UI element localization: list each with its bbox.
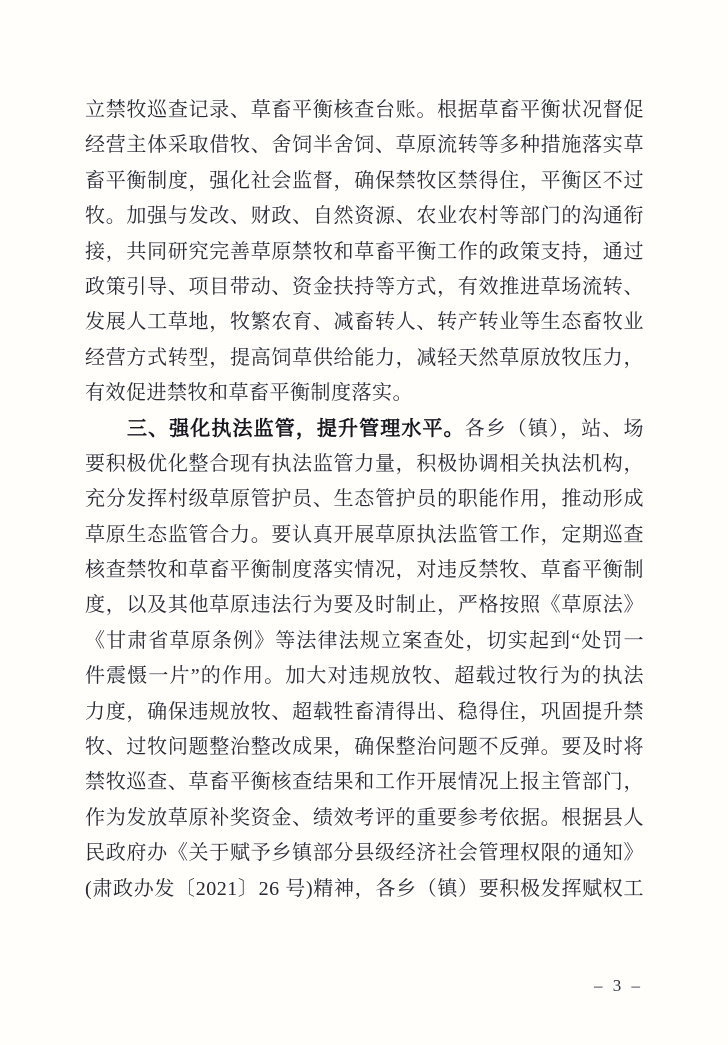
text-line: 民政府办《关于赋予乡镇部分县级经济社会管理权限的通知》 bbox=[85, 842, 644, 865]
document-body bbox=[85, 93, 644, 907]
text-line: 立禁牧巡查记录、草畜平衡核查台账。根据草畜平衡状况督促 bbox=[85, 99, 644, 121]
section-heading-line bbox=[85, 412, 644, 447]
text-line: 畜平衡制度，强化社会监督，确保禁牧区禁得住，平衡区不过 bbox=[85, 169, 644, 192]
page-number: – 3 – bbox=[594, 976, 643, 995]
text-line: (肃政办发〔2021〕26 号)精神，各乡（镇）要积极发挥赋权工 bbox=[85, 877, 644, 900]
text-line: 草原生态监管合力。要认真开展草原执法监管工作，定期巡查 bbox=[85, 523, 644, 546]
text-line: 充分发挥村级草原管护员、生态管护员的职能作用，推动形成 bbox=[85, 488, 644, 511]
section-heading-bold: 三、强化执法监管，提升管理水平。 bbox=[127, 417, 465, 440]
text-line: 牧。加强与发改、财政、自然资源、农业农村等部门的沟通衔 bbox=[85, 205, 644, 228]
text-line: 经营方式转型，提高饲草供给能力，减轻天然草原放牧压力， bbox=[85, 346, 644, 369]
section-heading-rest: 各乡（镇），站、场 bbox=[464, 417, 644, 440]
text-line: 力度，确保违规放牧、超载牲畜清得出、稳得住，巩固提升禁 bbox=[85, 700, 644, 723]
text-line: 牧、过牧问题整治整改成果，确保整治问题不反弹。要及时将 bbox=[85, 736, 644, 759]
text-line: 禁牧巡查、草畜平衡核查结果和工作开展情况上报主管部门， bbox=[85, 771, 644, 794]
text-line: 政策引导、项目带动、资金扶持等方式，有效推进草场流转、 bbox=[85, 275, 644, 298]
text-line: 经营主体采取借牧、舍饲半舍饲、草原流转等多种措施落实草 bbox=[85, 134, 644, 157]
text-line: 要积极优化整合现有执法监管力量，积极协调相关执法机构， bbox=[85, 452, 644, 475]
text-line: 度，以及其他草原违法行为要及时制止，严格按照《草原法》 bbox=[85, 594, 644, 617]
text-line: 接，共同研究完善草原禁牧和草畜平衡工作的政策支持，通过 bbox=[85, 240, 644, 263]
paragraph-end-line: 有效促进禁牧和草畜平衡制度落实。 bbox=[85, 382, 413, 405]
text-line: 《甘肃省草原条例》等法律法规立案查处，切实起到“处罚一 bbox=[85, 629, 644, 652]
text-line: 作为发放草原补奖资金、绩效考评的重要参考依据。根据县人 bbox=[85, 806, 644, 829]
text-line: 核查禁牧和草畜平衡制度落实情况，对违反禁牧、草畜平衡制 bbox=[85, 559, 644, 582]
text-line: 发展人工草地，牧繁农育、减畜转人、转产转业等生态畜牧业 bbox=[85, 311, 644, 334]
text-line: 件震慑一片”的作用。加大对违规放牧、超载过牧行为的执法 bbox=[85, 665, 644, 688]
